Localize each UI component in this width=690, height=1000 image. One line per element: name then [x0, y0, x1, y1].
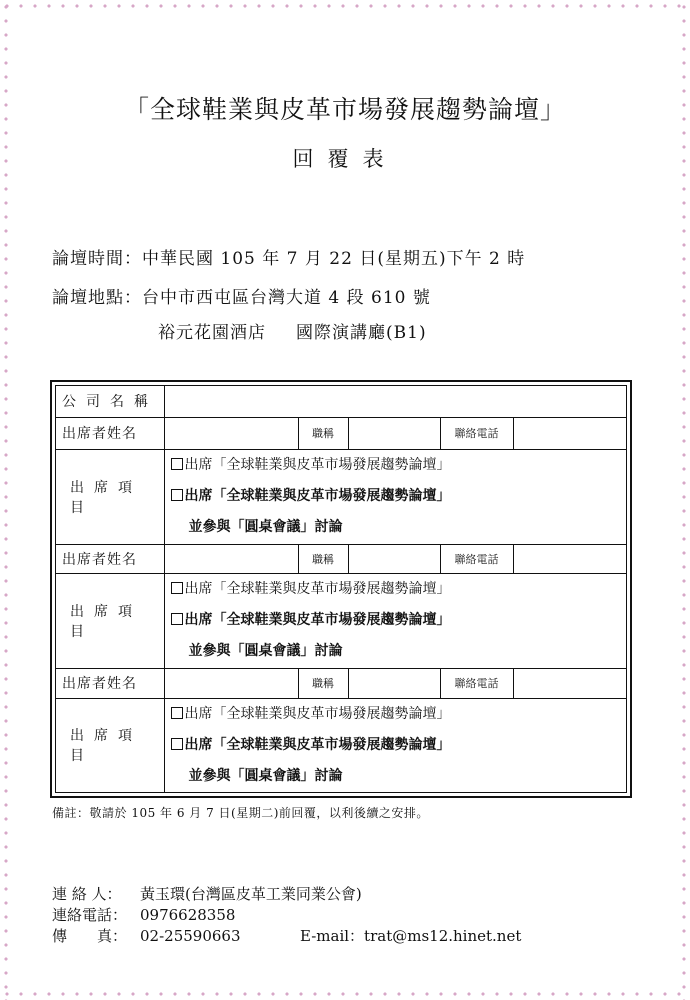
attendance-options — [164, 449, 626, 544]
contact-person — [52, 883, 362, 904]
attendee-title-field[interactable] — [348, 544, 440, 573]
option-forum-roundtable[interactable]: 出席「全球鞋業與皮革市場發展趨勢論壇」 — [165, 481, 627, 512]
contact-phone-value: 0976628358 — [140, 906, 236, 924]
document-subtitle: 回覆表 — [292, 147, 398, 171]
attendance-item-label: 出席項目 — [56, 698, 164, 792]
reply-form — [50, 380, 632, 798]
attendee-phone-field[interactable] — [513, 544, 626, 573]
attendee-name-label: 出席者姓名 — [56, 668, 164, 698]
attendee-title-field[interactable] — [348, 668, 440, 698]
attendee-phone-label: 聯絡電話 — [440, 544, 513, 573]
checkbox[interactable] — [171, 582, 183, 594]
decorative-border-bottom — [0, 988, 690, 1000]
option-roundtable-cont: 並參與「圓桌會議」討論 — [188, 519, 343, 535]
option-forum[interactable]: 出席「全球鞋業與皮革市場發展趨勢論壇」 — [165, 450, 627, 481]
attendance-options — [164, 698, 626, 792]
forum-time — [52, 244, 525, 269]
attendee-phone-label: 聯絡電話 — [440, 417, 513, 449]
contact-person-label: 連 絡 人： — [52, 885, 122, 903]
checkbox[interactable] — [171, 458, 183, 470]
forum-time-value: 中華民國 105 年 7 月 22 日(星期五)下午 2 時 — [142, 249, 526, 269]
attendance-item-label: 出席項目 — [56, 449, 164, 544]
contact-fax-label: 傳 真： — [52, 927, 128, 945]
forum-place-value: 台中市西屯區台灣大道 4 段 610 號 — [142, 288, 431, 308]
forum-place-label: 論壇地點： — [52, 288, 142, 308]
forum-place — [52, 283, 431, 308]
reply-deadline-note: 備註：敬請於 105 年 6 月 7 日(星期二)前回覆，以利後續之安排。 — [52, 806, 429, 820]
document-title: 「全球鞋業與皮革市場發展趨勢論壇」 — [123, 95, 566, 124]
reply-form-table — [56, 386, 626, 792]
attendee-name-label: 出席者姓名 — [56, 544, 164, 573]
option-roundtable-cont: 並參與「圓桌會議」討論 — [188, 767, 343, 784]
forum-venue — [158, 318, 427, 343]
checkbox[interactable] — [171, 707, 183, 719]
attendee-title-label: 職稱 — [298, 544, 348, 573]
attendee-name-field[interactable] — [164, 668, 298, 698]
contact-fax-value: 02-25590663 — [140, 927, 241, 945]
forum-venue-hall: 國際演講廳(B1) — [296, 323, 427, 343]
forum-time-label: 論壇時間： — [52, 249, 142, 269]
option-forum[interactable]: 出席「全球鞋業與皮革市場發展趨勢論壇」 — [165, 574, 627, 605]
contact-phone — [52, 904, 235, 925]
attendee-name-field[interactable] — [164, 417, 298, 449]
contact-email[interactable]: E-mail：trat@ms12.hinet.net — [300, 927, 522, 945]
option-forum-roundtable[interactable]: 出席「全球鞋業與皮革市場發展趨勢論壇」 — [165, 730, 627, 761]
option-forum-roundtable[interactable]: 出席「全球鞋業與皮革市場發展趨勢論壇」 — [165, 605, 627, 636]
forum-venue-name: 裕元花園酒店 — [158, 323, 266, 343]
company-name-label: 公司名稱 — [56, 386, 164, 417]
checkbox[interactable] — [171, 738, 183, 750]
attendee-phone-field[interactable] — [513, 417, 626, 449]
attendee-phone-field[interactable] — [513, 668, 626, 698]
attendee-title-label: 職稱 — [298, 668, 348, 698]
attendee-name-field[interactable] — [164, 544, 298, 573]
attendee-title-field[interactable] — [348, 417, 440, 449]
decorative-border-top — [0, 0, 690, 12]
contact-person-value: 黃玉環(台灣區皮革工業同業公會) — [140, 885, 362, 903]
checkbox[interactable] — [171, 613, 183, 625]
option-forum[interactable]: 出席「全球鞋業與皮革市場發展趨勢論壇」 — [165, 699, 627, 730]
attendee-title-label: 職稱 — [298, 417, 348, 449]
contact-phone-label: 連絡電話： — [52, 906, 128, 924]
attendee-phone-label: 聯絡電話 — [440, 668, 513, 698]
contact-fax — [52, 925, 522, 946]
attendee-name-label: 出席者姓名 — [56, 417, 164, 449]
attendance-options — [164, 573, 626, 668]
option-roundtable-cont: 並參與「圓桌會議」討論 — [188, 643, 343, 659]
attendance-item-label: 出席項目 — [56, 573, 164, 668]
checkbox[interactable] — [171, 489, 183, 501]
company-name-field[interactable] — [164, 386, 626, 417]
